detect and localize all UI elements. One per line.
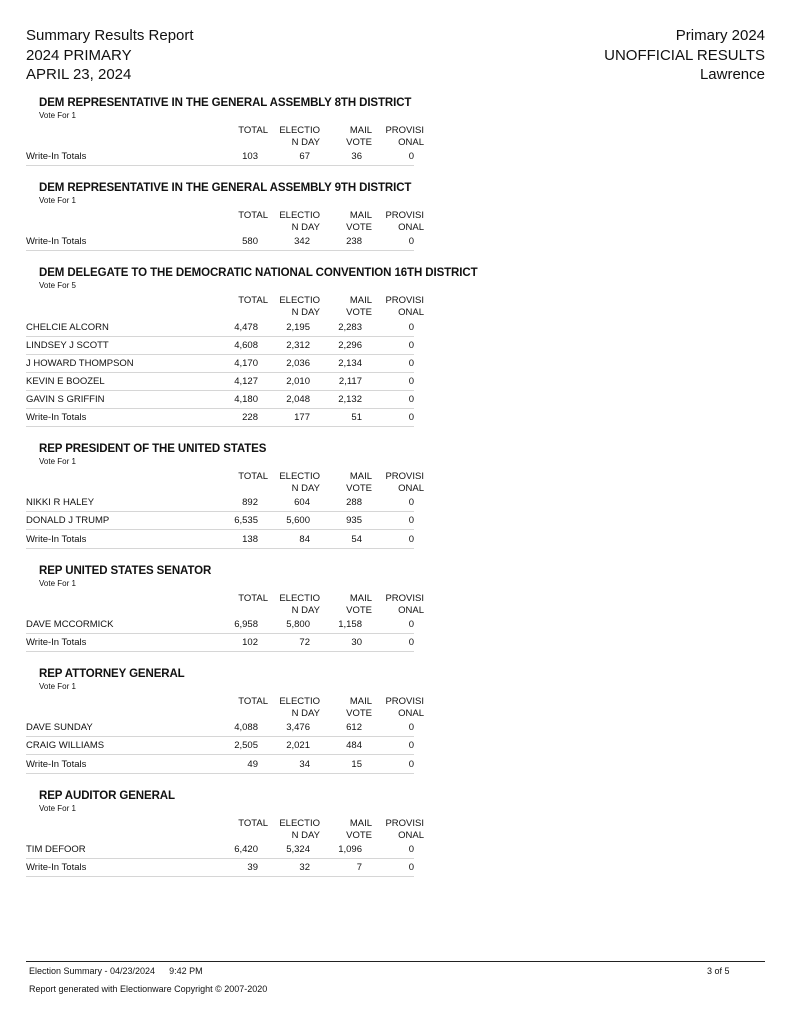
candidate-name: Write-In Totals: [26, 151, 87, 162]
candidate-row: [26, 619, 414, 634]
candidate-name: TIM DEFOOR: [26, 844, 86, 855]
column-header-election-day: ELECTIO N DAY: [279, 125, 320, 148]
write-in-row: [26, 637, 414, 652]
votes-mail-vote: 54: [351, 534, 362, 545]
votes-total: 580: [242, 236, 258, 247]
candidate-row: [26, 497, 414, 512]
votes-provisional: 0: [408, 322, 414, 333]
votes-mail-vote: 15: [351, 759, 362, 770]
votes-election-day: 72: [299, 637, 310, 648]
candidate-row: [26, 376, 414, 391]
election-label: Primary 2024: [675, 27, 765, 44]
votes-election-day: 2,010: [286, 376, 310, 387]
votes-mail-vote: 2,296: [338, 340, 362, 351]
votes-mail-vote: 612: [346, 722, 362, 733]
votes-provisional: 0: [408, 534, 414, 545]
candidate-row: [26, 394, 414, 409]
contest-title: REP AUDITOR GENERAL: [39, 790, 175, 802]
votes-provisional: 0: [408, 862, 414, 873]
write-in-row: [26, 759, 414, 774]
votes-election-day: 177: [294, 412, 310, 423]
candidate-row: [26, 358, 414, 373]
votes-mail-vote: 2,132: [338, 394, 362, 405]
write-in-row: [26, 412, 414, 427]
column-header-mail-vote: MAIL VOTE: [346, 818, 372, 841]
votes-election-day: 2,021: [286, 740, 310, 751]
vote-for-label: Vote For 1: [39, 196, 76, 205]
contest-title: DEM REPRESENTATIVE IN THE GENERAL ASSEMBLY 8TH DISTRICT: [39, 97, 412, 109]
contest-title: REP ATTORNEY GENERAL: [39, 668, 185, 680]
footer-divider: [26, 961, 765, 962]
votes-total: 4,127: [234, 376, 258, 387]
votes-election-day: 2,048: [286, 394, 310, 405]
footer-time: 9:42 PM: [169, 966, 203, 976]
votes-provisional: 0: [408, 412, 414, 423]
candidate-name: DAVE MCCORMICK: [26, 619, 114, 630]
column-header-provisional: PROVISI ONAL: [385, 295, 424, 318]
candidate-name: Write-In Totals: [26, 637, 87, 648]
election-date: APRIL 23, 2024: [26, 66, 132, 83]
votes-provisional: 0: [408, 740, 414, 751]
votes-provisional: 0: [408, 619, 414, 630]
votes-provisional: 0: [408, 151, 414, 162]
votes-election-day: 34: [299, 759, 310, 770]
candidate-row: [26, 844, 414, 859]
footer-copyright: Report generated with Electionware Copyright © 2007-2020: [29, 984, 268, 994]
votes-mail-vote: 1,096: [338, 844, 362, 855]
votes-mail-vote: 2,283: [338, 322, 362, 333]
column-header-mail-vote: MAIL VOTE: [346, 471, 372, 494]
report-header-left: [26, 26, 194, 85]
votes-total: 6,420: [234, 844, 258, 855]
candidate-name: KEVIN E BOOZEL: [26, 376, 105, 387]
votes-election-day: 67: [299, 151, 310, 162]
votes-total: 49: [247, 759, 258, 770]
column-header-election-day: ELECTIO N DAY: [279, 471, 320, 494]
vote-for-label: Vote For 1: [39, 457, 76, 466]
candidate-name: CRAIG WILLIAMS: [26, 740, 105, 751]
vote-for-label: Vote For 5: [39, 281, 76, 290]
report-header-right: [604, 26, 765, 85]
votes-total: 6,958: [234, 619, 258, 630]
votes-total: 2,505: [234, 740, 258, 751]
votes-mail-vote: 30: [351, 637, 362, 648]
votes-election-day: 32: [299, 862, 310, 873]
column-header-total: TOTAL: [238, 210, 268, 221]
column-header-mail-vote: MAIL VOTE: [346, 210, 372, 233]
votes-total: 228: [242, 412, 258, 423]
contest-title: DEM DELEGATE TO THE DEMOCRATIC NATIONAL CONVENTION 16TH DISTRICT: [39, 267, 478, 279]
candidate-name: Write-In Totals: [26, 412, 87, 423]
votes-total: 4,608: [234, 340, 258, 351]
election-name: 2024 PRIMARY: [26, 46, 132, 64]
footer-summary: [29, 966, 203, 976]
votes-provisional: 0: [408, 637, 414, 648]
write-in-row: [26, 151, 414, 166]
column-header-provisional: PROVISI ONAL: [385, 593, 424, 616]
column-header-total: TOTAL: [238, 295, 268, 306]
votes-provisional: 0: [408, 844, 414, 855]
votes-provisional: 0: [408, 376, 414, 387]
report-title: Summary Results Report: [26, 27, 194, 44]
votes-total: 4,088: [234, 722, 258, 733]
votes-election-day: 2,036: [286, 358, 310, 369]
votes-total: 4,180: [234, 394, 258, 405]
votes-total: 4,170: [234, 358, 258, 369]
candidate-row: [26, 722, 414, 737]
votes-mail-vote: 7: [356, 862, 362, 873]
column-header-mail-vote: MAIL VOTE: [346, 125, 372, 148]
votes-provisional: 0: [408, 722, 414, 733]
candidate-name: DAVE SUNDAY: [26, 722, 93, 733]
votes-election-day: 2,312: [286, 340, 310, 351]
votes-total: 103: [242, 151, 258, 162]
county-name: Lawrence: [699, 66, 765, 83]
votes-total: 102: [242, 637, 258, 648]
column-header-provisional: PROVISI ONAL: [385, 210, 424, 233]
footer-summary-date: Election Summary - 04/23/2024: [29, 966, 156, 976]
contest-title: DEM REPRESENTATIVE IN THE GENERAL ASSEMBLY 9TH DISTRICT: [39, 182, 412, 194]
votes-election-day: 3,476: [286, 722, 310, 733]
votes-mail-vote: 484: [346, 740, 362, 751]
column-header-election-day: ELECTIO N DAY: [279, 696, 320, 719]
votes-provisional: 0: [408, 515, 414, 526]
vote-for-label: Vote For 1: [39, 111, 76, 120]
votes-mail-vote: 935: [346, 515, 362, 526]
votes-total: 892: [242, 497, 258, 508]
votes-mail-vote: 2,117: [338, 376, 362, 387]
column-header-provisional: PROVISI ONAL: [385, 471, 424, 494]
write-in-row: [26, 236, 414, 251]
column-header-election-day: ELECTIO N DAY: [279, 818, 320, 841]
votes-mail-vote: 2,134: [338, 358, 362, 369]
candidate-name: J HOWARD THOMPSON: [26, 358, 134, 369]
candidate-name: LINDSEY J SCOTT: [26, 340, 109, 351]
vote-for-label: Vote For 1: [39, 682, 76, 691]
candidate-name: GAVIN S GRIFFIN: [26, 394, 105, 405]
votes-mail-vote: 51: [351, 412, 362, 423]
votes-election-day: 342: [294, 236, 310, 247]
column-header-mail-vote: MAIL VOTE: [346, 696, 372, 719]
column-header-election-day: ELECTIO N DAY: [279, 210, 320, 233]
candidate-name: Write-In Totals: [26, 534, 87, 545]
column-header-total: TOTAL: [238, 593, 268, 604]
column-header-election-day: ELECTIO N DAY: [279, 295, 320, 318]
column-header-total: TOTAL: [238, 125, 268, 136]
votes-mail-vote: 36: [351, 151, 362, 162]
votes-provisional: 0: [408, 358, 414, 369]
column-header-total: TOTAL: [238, 471, 268, 482]
votes-total: 4,478: [234, 322, 258, 333]
candidate-row: [26, 340, 414, 355]
contest-title: REP PRESIDENT OF THE UNITED STATES: [39, 443, 267, 455]
candidate-name: CHELCIE ALCORN: [26, 322, 109, 333]
results-status: UNOFFICIAL RESULTS: [604, 46, 765, 64]
votes-election-day: 5,800: [286, 619, 310, 630]
vote-for-label: Vote For 1: [39, 804, 76, 813]
column-header-provisional: PROVISI ONAL: [385, 125, 424, 148]
column-header-total: TOTAL: [238, 818, 268, 829]
candidate-name: Write-In Totals: [26, 759, 87, 770]
vote-for-label: Vote For 1: [39, 579, 76, 588]
column-header-provisional: PROVISI ONAL: [385, 696, 424, 719]
column-header-mail-vote: MAIL VOTE: [346, 593, 372, 616]
votes-election-day: 2,195: [286, 322, 310, 333]
votes-total: 138: [242, 534, 258, 545]
candidate-row: [26, 740, 414, 755]
votes-mail-vote: 238: [346, 236, 362, 247]
candidate-name: Write-In Totals: [26, 236, 87, 247]
candidate-name: DONALD J TRUMP: [26, 515, 110, 526]
votes-election-day: 5,600: [286, 515, 310, 526]
votes-mail-vote: 288: [346, 497, 362, 508]
votes-mail-vote: 1,158: [338, 619, 362, 630]
votes-election-day: 5,324: [286, 844, 310, 855]
votes-provisional: 0: [408, 394, 414, 405]
votes-total: 6,535: [234, 515, 258, 526]
votes-provisional: 0: [408, 759, 414, 770]
votes-provisional: 0: [408, 236, 414, 247]
votes-provisional: 0: [408, 340, 414, 351]
votes-provisional: 0: [408, 497, 414, 508]
column-header-total: TOTAL: [238, 696, 268, 707]
page-number: 3 of 5: [707, 966, 730, 976]
candidate-name: NIKKI R HALEY: [26, 497, 95, 508]
votes-total: 39: [247, 862, 258, 873]
write-in-row: [26, 534, 414, 549]
column-header-mail-vote: MAIL VOTE: [346, 295, 372, 318]
candidate-row: [26, 515, 414, 530]
contest-title: REP UNITED STATES SENATOR: [39, 565, 212, 577]
column-header-election-day: ELECTIO N DAY: [279, 593, 320, 616]
votes-election-day: 84: [299, 534, 310, 545]
votes-election-day: 604: [294, 497, 310, 508]
candidate-row: [26, 322, 414, 337]
write-in-row: [26, 862, 414, 877]
candidate-name: Write-In Totals: [26, 862, 87, 873]
column-header-provisional: PROVISI ONAL: [385, 818, 424, 841]
